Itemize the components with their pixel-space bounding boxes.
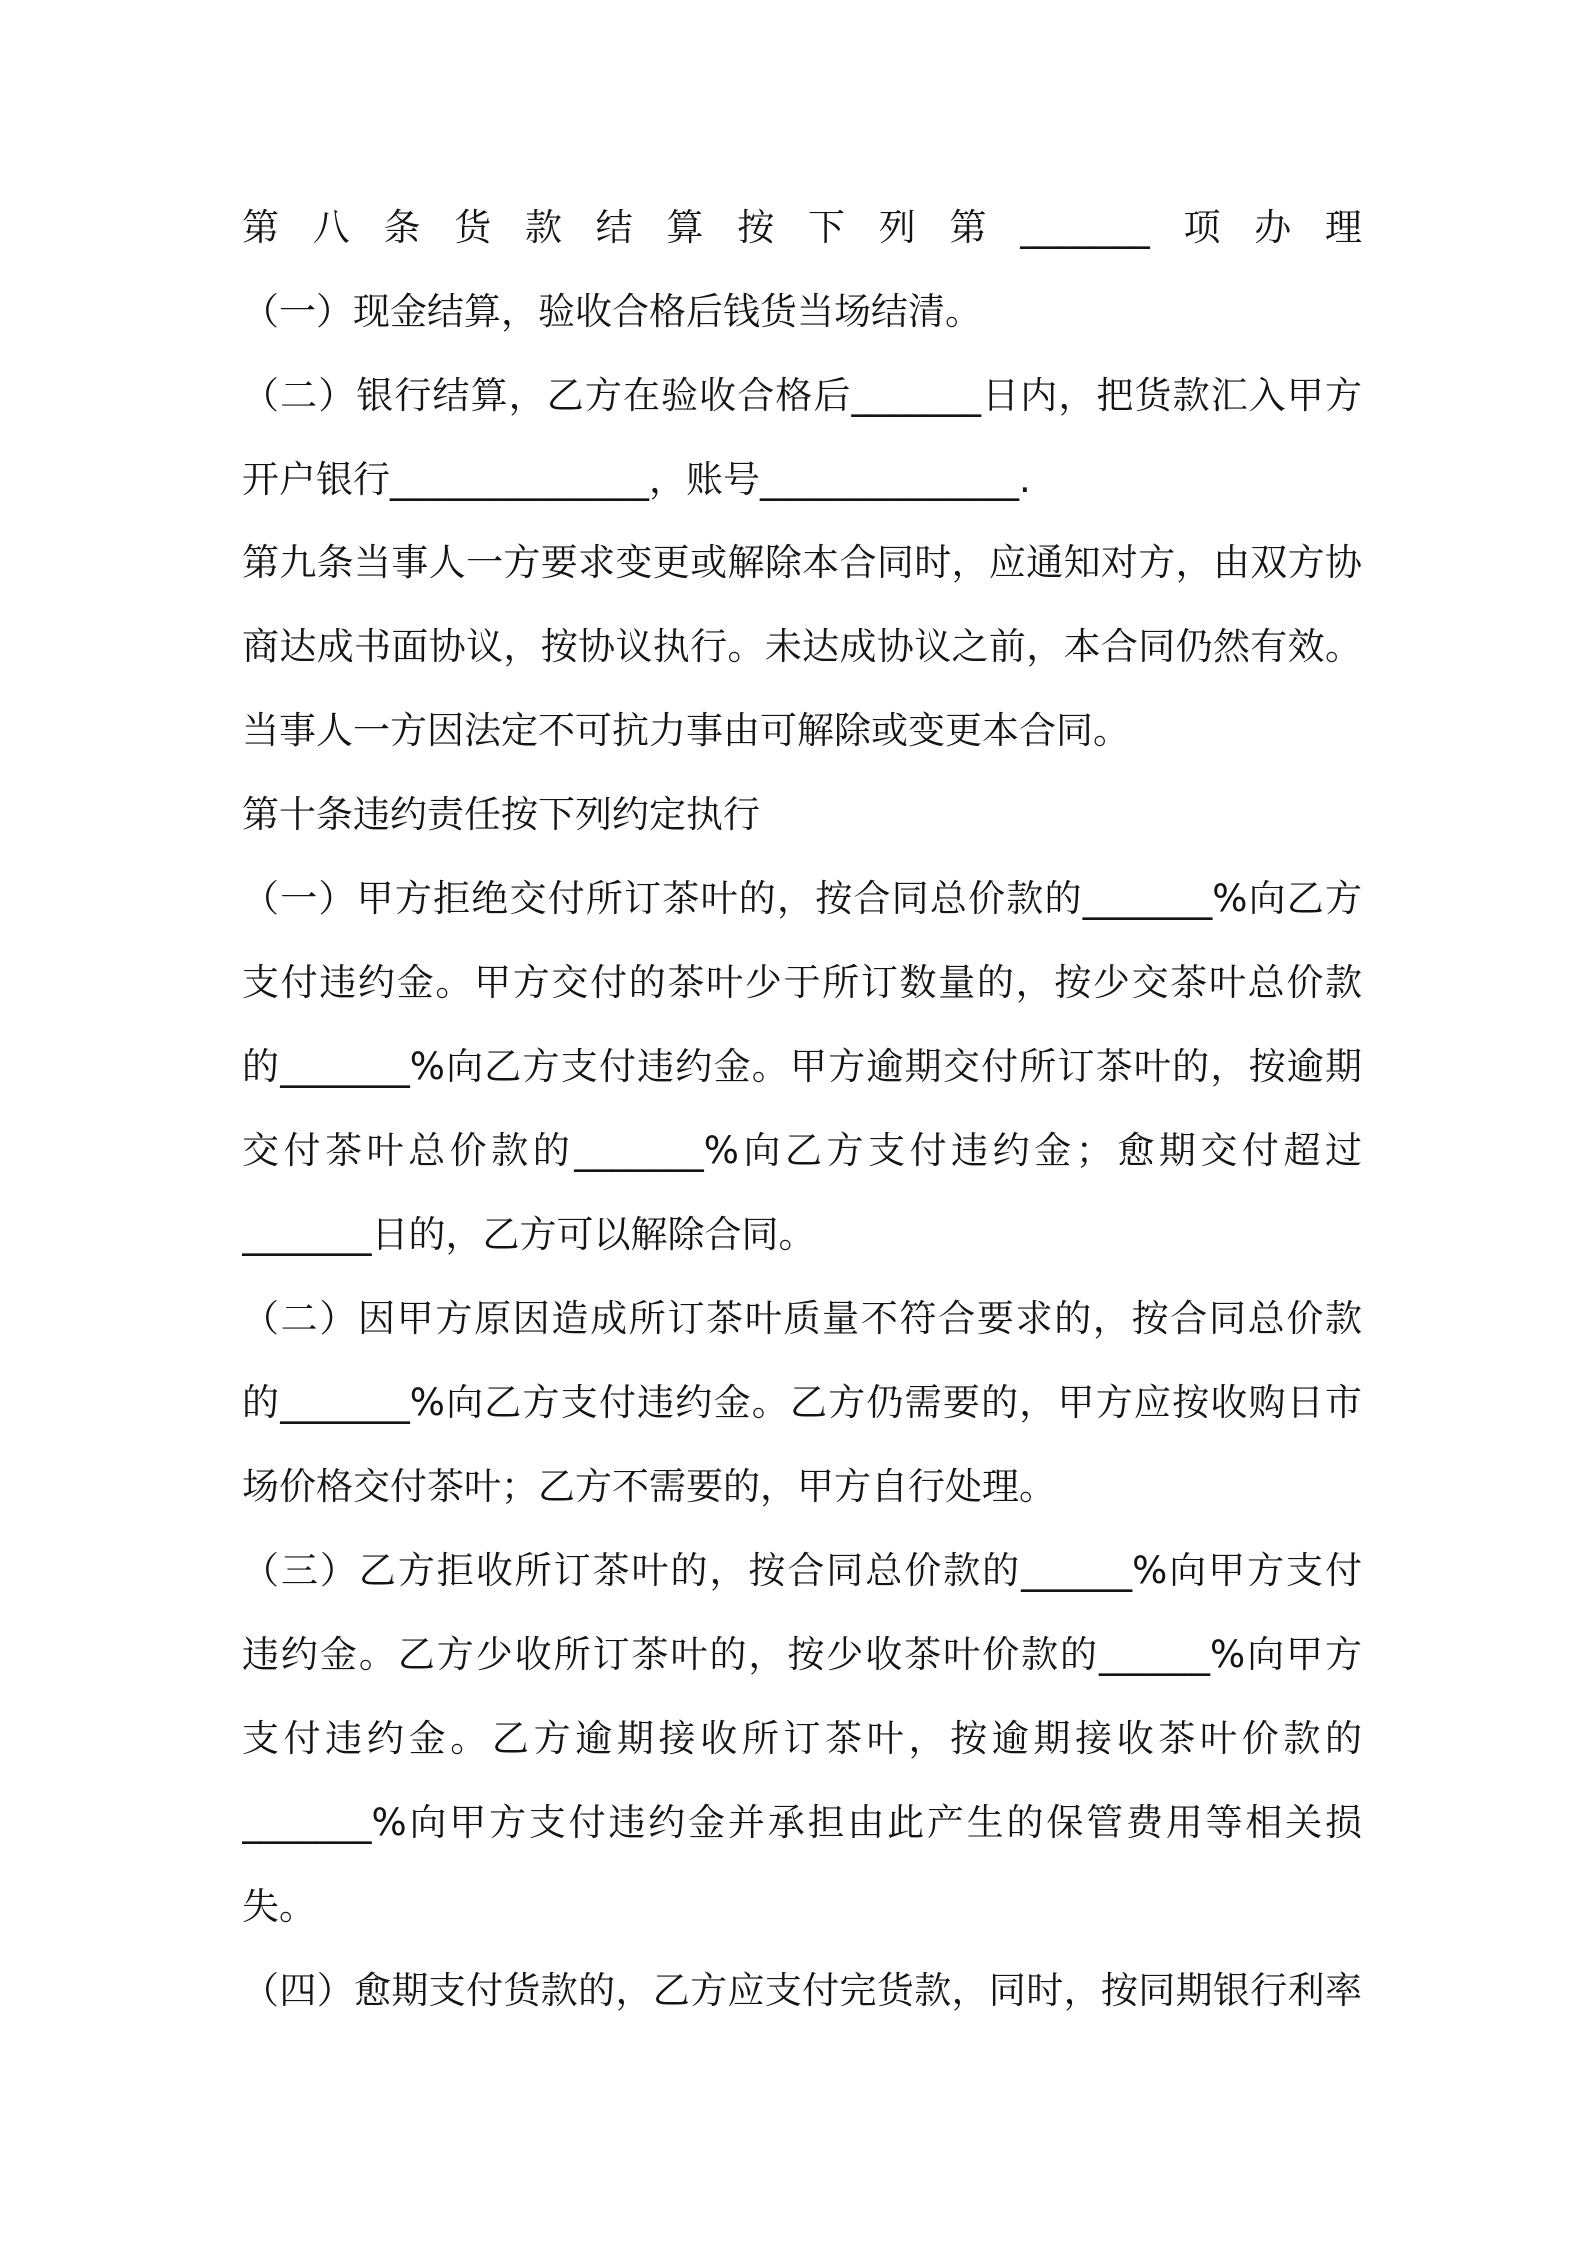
article-10-item-4-line-1: （四）愈期支付货款的，乙方应支付完货款，同时，按同期银行利率 xyxy=(242,1969,1362,2012)
article-8-item-1: （一）现金结算，验收合格后钱货当场结清。 xyxy=(242,290,982,333)
article-10-item-3-line-2: 违约金。乙方少收所订茶叶的，按少收茶叶价款的______%向甲方 xyxy=(242,1633,1362,1676)
article-10-item-3-line-5: 失。 xyxy=(242,1885,316,1928)
article-10-heading: 第十条违约责任按下列约定执行 xyxy=(242,793,760,836)
article-10-item-1-line-1: （一）甲方拒绝交付所订茶叶的，按合同总价款的_______%向乙方 xyxy=(242,877,1362,920)
article-10-item-1-line-3: 的_______%向乙方支付违约金。甲方逾期交付所订茶叶的，按逾期 xyxy=(242,1045,1362,1088)
article-10-item-1-line-2: 支付违约金。甲方交付的茶叶少于所订数量的，按少交茶叶总价款 xyxy=(242,961,1362,1004)
article-10-item-2-line-1: （二）因甲方原因造成所订茶叶质量不符合要求的，按合同总价款 xyxy=(242,1297,1362,1340)
article-8-item-2-line-1: （二）银行结算，乙方在验收合格后_______日内，把货款汇入甲方 xyxy=(242,374,1362,417)
article-10-item-2-line-3: 场价格交付茶叶；乙方不需要的，甲方自行处理。 xyxy=(242,1465,1056,1508)
article-9-line-1: 第九条当事人一方要求变更或解除本合同时，应通知对方，由双方协 xyxy=(242,541,1362,584)
article-10-item-2-line-2: 的_______%向乙方支付违约金。乙方仍需要的，甲方应按收购日市 xyxy=(242,1381,1362,1424)
article-10-item-1-line-4: 交付茶叶总价款的_______%向乙方支付违约金；愈期交付超过 xyxy=(242,1129,1362,1172)
article-8-item-2-line-2: 开户银行______________，账号______________. xyxy=(242,458,1031,501)
article-9-line-3: 当事人一方因法定不可抗力事由可解除或变更本合同。 xyxy=(242,709,1130,752)
article-10-item-3-line-3: 支付违约金。乙方逾期接收所订茶叶，按逾期接收茶叶价款的 xyxy=(242,1717,1362,1760)
article-10-item-1-line-5: _______日的，乙方可以解除合同。 xyxy=(242,1213,816,1256)
article-10-item-3-line-4: _______%向甲方支付违约金并承担由此产生的保管费用等相关损 xyxy=(242,1801,1362,1844)
article-10-item-3-line-1: （三）乙方拒收所订茶叶的，按合同总价款的______%向甲方支付 xyxy=(242,1549,1362,1592)
article-9-line-2: 商达成书面协议，按协议执行。未达成协议之前，本合同仍然有效。 xyxy=(242,625,1362,668)
article-8-heading: 第八条货款结算按下列第_______项办理 xyxy=(242,206,1362,249)
